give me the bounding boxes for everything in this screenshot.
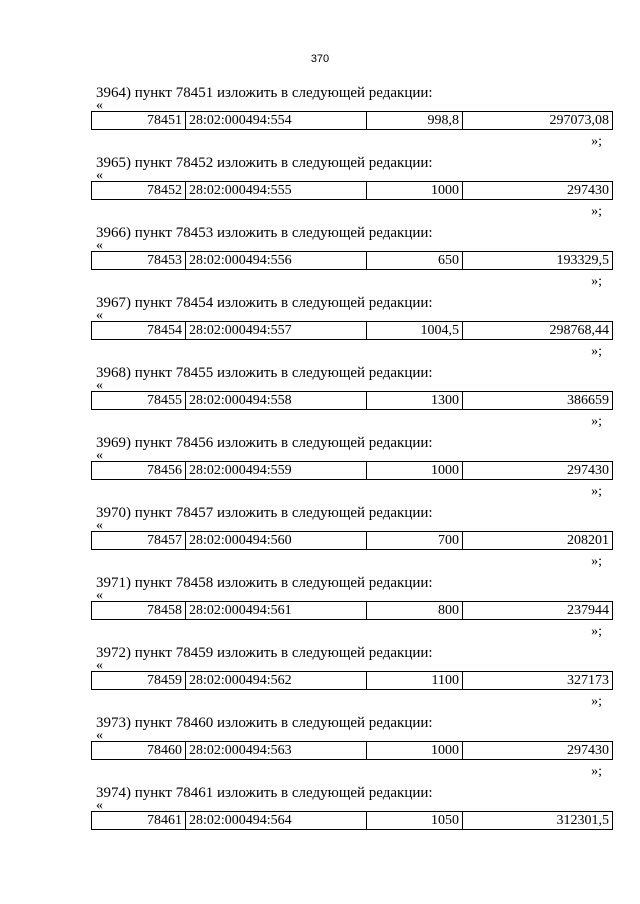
page-number: 370 — [310, 53, 330, 65]
cadastral-number-cell: 28:02:000494:564 — [186, 812, 367, 830]
cadastral-number-cell: 28:02:000494:562 — [186, 672, 367, 690]
close-quote: »; — [591, 554, 602, 569]
entry-table — [91, 461, 613, 480]
item-number-cell: 78456 — [92, 462, 186, 480]
amendment-entry — [91, 784, 610, 854]
table-row — [92, 182, 613, 200]
open-quote: « — [96, 238, 103, 253]
entry-heading: 3972) пункт 78459 изложить в следующей редакции: — [96, 645, 433, 661]
value-cell: 237944 — [463, 602, 613, 620]
value-cell: 312301,5 — [463, 812, 613, 830]
entry-heading: 3966) пункт 78453 изложить в следующей редакции: — [96, 225, 433, 241]
cadastral-number-cell: 28:02:000494:561 — [186, 602, 367, 620]
close-quote: »; — [591, 274, 602, 289]
table-row — [92, 112, 613, 130]
area-cell: 1100 — [367, 672, 463, 690]
entry-table — [91, 181, 613, 200]
cadastral-number-cell: 28:02:000494:554 — [186, 112, 367, 130]
table-row — [92, 392, 613, 410]
entry-table — [91, 741, 613, 760]
area-cell: 700 — [367, 532, 463, 550]
entry-heading: 3968) пункт 78455 изложить в следующей редакции: — [96, 365, 433, 381]
amendment-entry — [91, 714, 610, 784]
area-cell: 800 — [367, 602, 463, 620]
amendment-entry — [91, 84, 610, 154]
amendment-entry — [91, 504, 610, 574]
value-cell: 208201 — [463, 532, 613, 550]
value-cell: 327173 — [463, 672, 613, 690]
entry-table — [91, 601, 613, 620]
value-cell: 297430 — [463, 742, 613, 760]
entry-heading: 3970) пункт 78457 изложить в следующей редакции: — [96, 505, 433, 521]
area-cell: 1004,5 — [367, 322, 463, 340]
open-quote: « — [96, 378, 103, 393]
amendment-entry — [91, 644, 610, 714]
item-number-cell: 78460 — [92, 742, 186, 760]
table-row — [92, 812, 613, 830]
item-number-cell: 78453 — [92, 252, 186, 270]
entry-table — [91, 671, 613, 690]
area-cell: 1300 — [367, 392, 463, 410]
close-quote: »; — [591, 344, 602, 359]
entry-table — [91, 391, 613, 410]
value-cell: 297430 — [463, 182, 613, 200]
entry-table — [91, 531, 613, 550]
amendment-entry — [91, 434, 610, 504]
cadastral-number-cell: 28:02:000494:559 — [186, 462, 367, 480]
open-quote: « — [96, 98, 103, 113]
item-number-cell: 78458 — [92, 602, 186, 620]
item-number-cell: 78457 — [92, 532, 186, 550]
area-cell: 1000 — [367, 462, 463, 480]
amendment-entry — [91, 364, 610, 434]
entry-heading: 3964) пункт 78451 изложить в следующей редакции: — [96, 85, 433, 101]
table-row — [92, 532, 613, 550]
table-row — [92, 672, 613, 690]
entry-heading: 3967) пункт 78454 изложить в следующей редакции: — [96, 295, 433, 311]
entry-table — [91, 811, 613, 830]
entry-heading: 3971) пункт 78458 изложить в следующей редакции: — [96, 575, 433, 591]
amendment-entry — [91, 574, 610, 644]
cadastral-number-cell: 28:02:000494:556 — [186, 252, 367, 270]
area-cell: 1000 — [367, 182, 463, 200]
cadastral-number-cell: 28:02:000494:558 — [186, 392, 367, 410]
close-quote: »; — [591, 484, 602, 499]
amendment-entry — [91, 224, 610, 294]
cadastral-number-cell: 28:02:000494:560 — [186, 532, 367, 550]
cadastral-number-cell: 28:02:000494:563 — [186, 742, 367, 760]
entry-heading: 3973) пункт 78460 изложить в следующей редакции: — [96, 715, 433, 731]
open-quote: « — [96, 658, 103, 673]
item-number-cell: 78455 — [92, 392, 186, 410]
value-cell: 298768,44 — [463, 322, 613, 340]
open-quote: « — [96, 448, 103, 463]
entry-table — [91, 111, 613, 130]
item-number-cell: 78452 — [92, 182, 186, 200]
open-quote: « — [96, 308, 103, 323]
entry-heading: 3974) пункт 78461 изложить в следующей редакции: — [96, 785, 433, 801]
open-quote: « — [96, 588, 103, 603]
table-row — [92, 602, 613, 620]
table-row — [92, 742, 613, 760]
area-cell: 1050 — [367, 812, 463, 830]
area-cell: 998,8 — [367, 112, 463, 130]
close-quote: »; — [591, 204, 602, 219]
open-quote: « — [96, 798, 103, 813]
cadastral-number-cell: 28:02:000494:557 — [186, 322, 367, 340]
close-quote: »; — [591, 414, 602, 429]
item-number-cell: 78454 — [92, 322, 186, 340]
entry-heading: 3965) пункт 78452 изложить в следующей редакции: — [96, 155, 433, 171]
table-row — [92, 322, 613, 340]
close-quote: »; — [591, 764, 602, 779]
item-number-cell: 78461 — [92, 812, 186, 830]
amendment-entry — [91, 294, 610, 364]
entry-heading: 3969) пункт 78456 изложить в следующей редакции: — [96, 435, 433, 451]
cadastral-number-cell: 28:02:000494:555 — [186, 182, 367, 200]
entry-table — [91, 251, 613, 270]
value-cell: 297073,08 — [463, 112, 613, 130]
table-row — [92, 462, 613, 480]
close-quote: »; — [591, 694, 602, 709]
value-cell: 297430 — [463, 462, 613, 480]
open-quote: « — [96, 518, 103, 533]
close-quote: »; — [591, 624, 602, 639]
open-quote: « — [96, 168, 103, 183]
amendment-entry — [91, 154, 610, 224]
area-cell: 1000 — [367, 742, 463, 760]
area-cell: 650 — [367, 252, 463, 270]
value-cell: 386659 — [463, 392, 613, 410]
item-number-cell: 78451 — [92, 112, 186, 130]
item-number-cell: 78459 — [92, 672, 186, 690]
close-quote: »; — [591, 134, 602, 149]
open-quote: « — [96, 728, 103, 743]
entry-table — [91, 321, 613, 340]
table-row — [92, 252, 613, 270]
value-cell: 193329,5 — [463, 252, 613, 270]
